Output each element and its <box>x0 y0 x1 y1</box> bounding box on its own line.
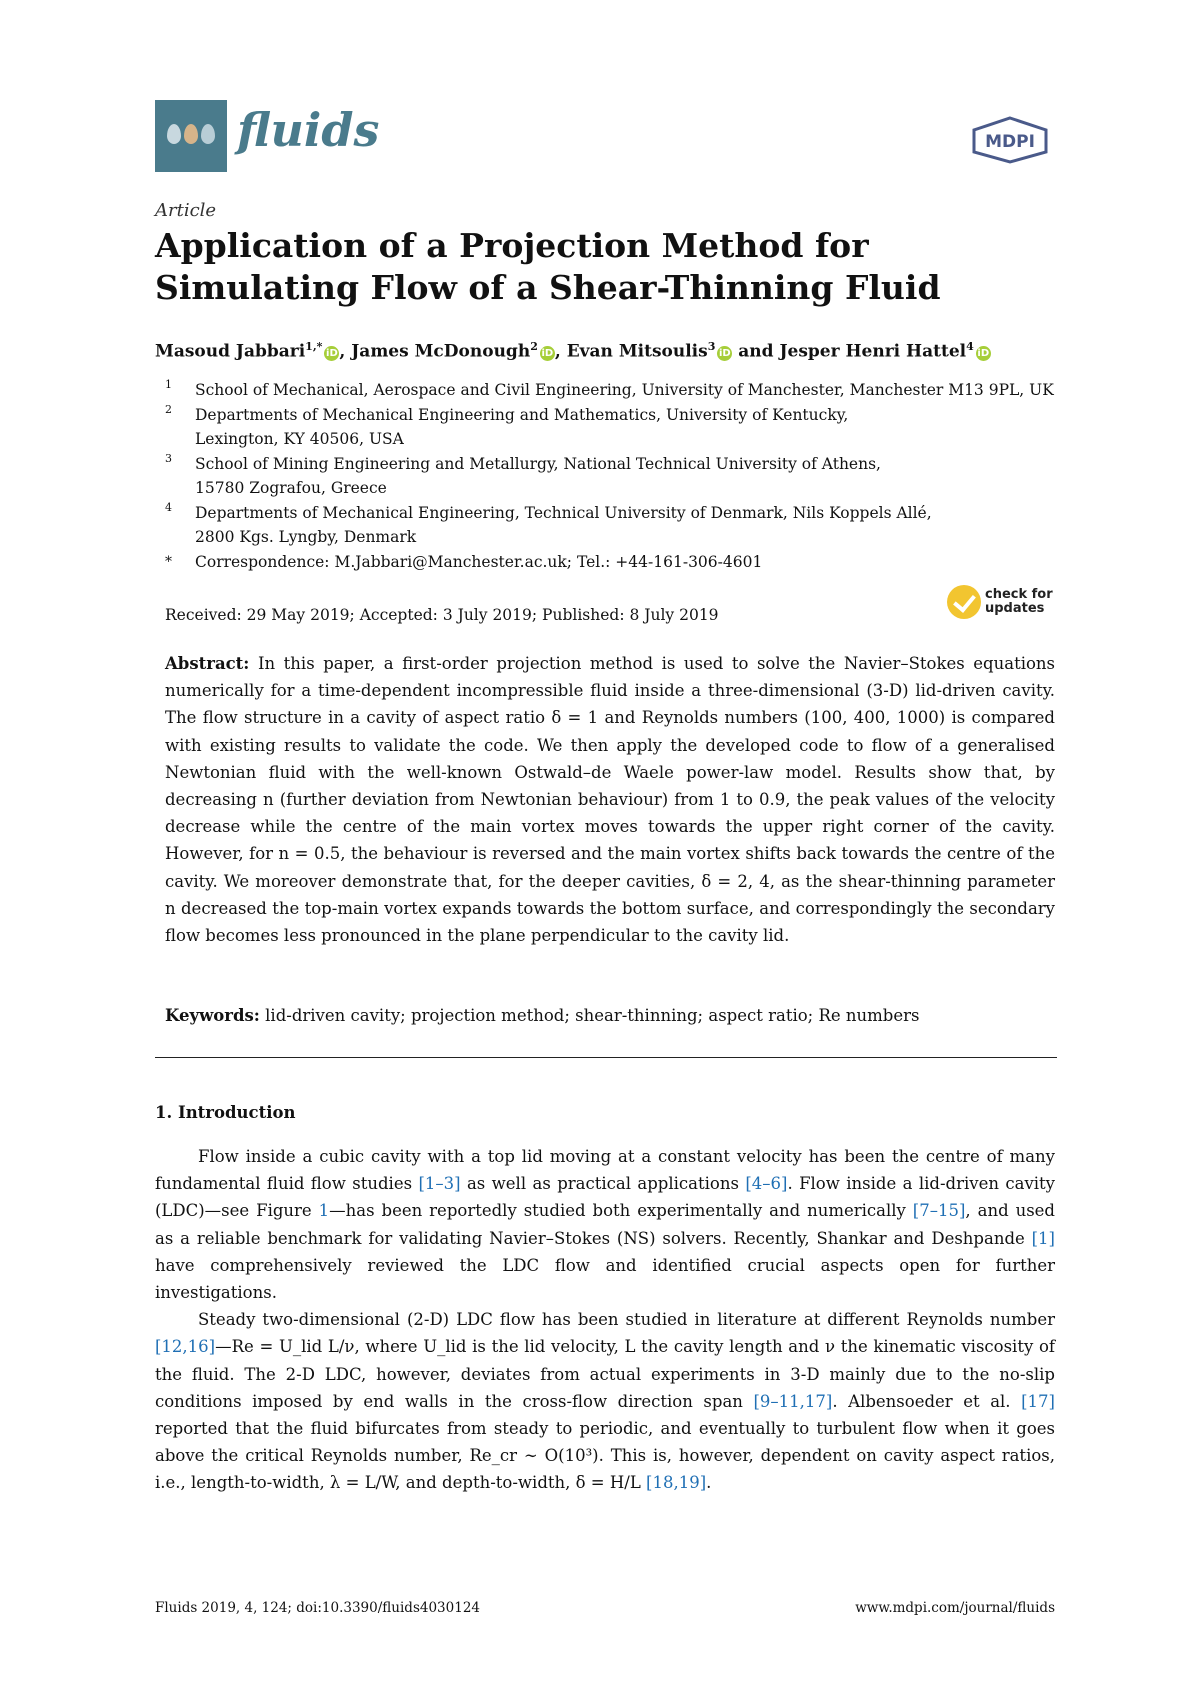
drop-icon <box>167 124 181 144</box>
publication-dates: Received: 29 May 2019; Accepted: 3 July 2019; Published: 8 July 2019 <box>165 606 719 624</box>
author-separator: , <box>339 341 352 362</box>
check-icon <box>947 585 981 619</box>
paragraph: Steady two-dimensional (2-D) LDC flow has been studied in literature at different Reynolds number [12,16]—Re = U_lid L/ν, where U_lid is the lid velocity, L the cavity length and ν the kinematic viscosity of the fluid. The 2-D LDC, however, deviates from actual experiments in 3-D mainly due to the no-slip conditions imposed by end walls in the cross-flow direction span [9–11,17]. Albensoeder et al. [17] reported that the fluid bifurcates from steady to periodic, and eventually to turbulent flow when it goes above the critical Reynolds number, Re_cr ∼ O(10³). This is, however, dependent on cavity aspect ratios, i.e., length-to-width, λ = L/W, and depth-to-width, δ = H/L [18,19]. <box>155 1310 1055 1493</box>
author-affil-mark: 3 <box>707 340 716 353</box>
author-separator: and <box>732 341 780 362</box>
paper-title: Application of a Projection Method for Simulating Flow of a Shear-Thinning Fluid <box>155 226 941 307</box>
keywords-label: Keywords: <box>165 1006 260 1025</box>
keywords-text: lid-driven cavity; projection method; shear-thinning; aspect ratio; Re numbers <box>265 1006 920 1025</box>
author-separator: , <box>554 341 567 362</box>
paragraph: Flow inside a cubic cavity with a top lid moving at a constant velocity has been the centre of many fundamental fluid flow studies [1–3] as well as practical applications [4–6]. Flow inside a lid-driven cavity (LDC)—see Figure 1—has been reportedly studied both experimentally and numerically [7–15], and used as a reliable benchmark for validating Navier–Stokes (NS) solvers. Recently, Shankar and Deshpande [1] have comprehensively reviewed the LDC flow and identified crucial aspects open for further investigations. <box>155 1147 1056 1303</box>
citation-link[interactable]: [7–15] <box>912 1201 966 1221</box>
affiliation: 4 Departments of Mechanical Engineering, Technical University of Denmark, Nils Koppels Allé, 2800 Kgs. Lyngby, Denmark <box>165 500 932 546</box>
citation-link[interactable]: [18,19] <box>646 1473 707 1493</box>
citation-link[interactable]: [12,16] <box>155 1337 216 1357</box>
abstract-text: In this paper, a first-order projection method is used to solve the Navier–Stokes equations numerically for a time-dependent incompressible fluid inside a three-dimensional (3-D) lid-driven cavity. The flow structure in a cavity of aspect ratio δ = 1 and Reynolds numbers (100, 400, 1000) is compared with existing results to validate the code. We then apply the developed code to flow of a generalised Newtonian fluid with the well-known Ostwald–de Waele power-law model. Results show that, by decreasing n (further deviation from Newtonian behaviour) from 1 to 0.9, the peak values of the velocity decrease while the centre of the main vortex moves towards the upper right corner of the cavity. However, for n = 0.5, the behaviour is reversed and the main vortex shifts back towards the centre of the cavity. We moreover demonstrate that, for the deeper cavities, δ = 2, 4, as the shear-thinning parameter n decreased the top-main vortex expands towards the bottom surface, and correspondingly the secondary flow becomes less pronounced in the plane perpendicular to the cavity lid. <box>165 654 1055 946</box>
author-name: Evan Mitsoulis <box>566 341 708 362</box>
citation-link[interactable]: [17] <box>1021 1391 1055 1411</box>
author-affil-mark: 1,* <box>305 340 323 353</box>
journal-name: fluids <box>237 103 380 157</box>
abstract <box>165 650 1055 949</box>
mdpi-logo <box>970 116 1050 164</box>
keywords <box>165 1006 1055 1025</box>
publisher-name: MDPI <box>985 132 1035 152</box>
author-affil-mark: 4 <box>966 340 974 353</box>
orcid-icon[interactable]: iD <box>541 347 554 359</box>
orcid-icon[interactable]: iD <box>977 347 990 359</box>
affiliation: 1 School of Mechanical, Aerospace and Civil Engineering, University of Manchester, Manchester M13 9PL, UK <box>165 378 1054 399</box>
author-name: James McDonough <box>351 341 531 362</box>
correspondence: * Correspondence: M.Jabbari@Manchester.ac.uk; Tel.: +44-161-306-4601 <box>165 552 763 571</box>
footer-citation: Fluids 2019, 4, 124; doi:10.3390/fluids4030124 <box>155 1600 480 1616</box>
citation-link[interactable]: [9–11,17] <box>753 1391 833 1411</box>
citation-link[interactable]: [4–6] <box>745 1174 788 1194</box>
figure-link[interactable]: 1 <box>318 1201 330 1221</box>
journal-logo <box>155 100 227 172</box>
affiliations <box>165 378 1065 574</box>
divider <box>155 1057 1057 1058</box>
footer-url[interactable]: www.mdpi.com/journal/fluids <box>855 1600 1055 1616</box>
citation-link[interactable]: [1] <box>1031 1228 1055 1248</box>
introduction-body <box>155 1143 1055 1497</box>
affiliation: 2 Departments of Mechanical Engineering and Mathematics, University of Kentucky, Lexington, KY 40506, USA <box>165 402 849 448</box>
check-for-updates-badge[interactable]: check for updates <box>947 585 1053 619</box>
affiliation: 3 School of Mining Engineering and Metallurgy, National Technical University of Athens, 15780 Zografou, Greece <box>165 451 881 497</box>
orcid-icon[interactable]: iD <box>326 347 338 359</box>
section-heading: 1. Introduction <box>155 1103 296 1122</box>
abstract-label: Abstract: <box>165 654 250 673</box>
author-name: Jesper Henri Hattel <box>779 341 967 362</box>
citation-link[interactable]: [1–3] <box>418 1174 461 1194</box>
author-name: Masoud Jabbari <box>155 341 306 362</box>
author-list <box>155 340 991 362</box>
article-type: Article <box>155 200 217 221</box>
author-affil-mark: 2 <box>530 340 538 353</box>
drop-icon <box>184 124 198 144</box>
drop-icon <box>201 124 215 144</box>
orcid-icon[interactable]: iD <box>718 347 731 359</box>
